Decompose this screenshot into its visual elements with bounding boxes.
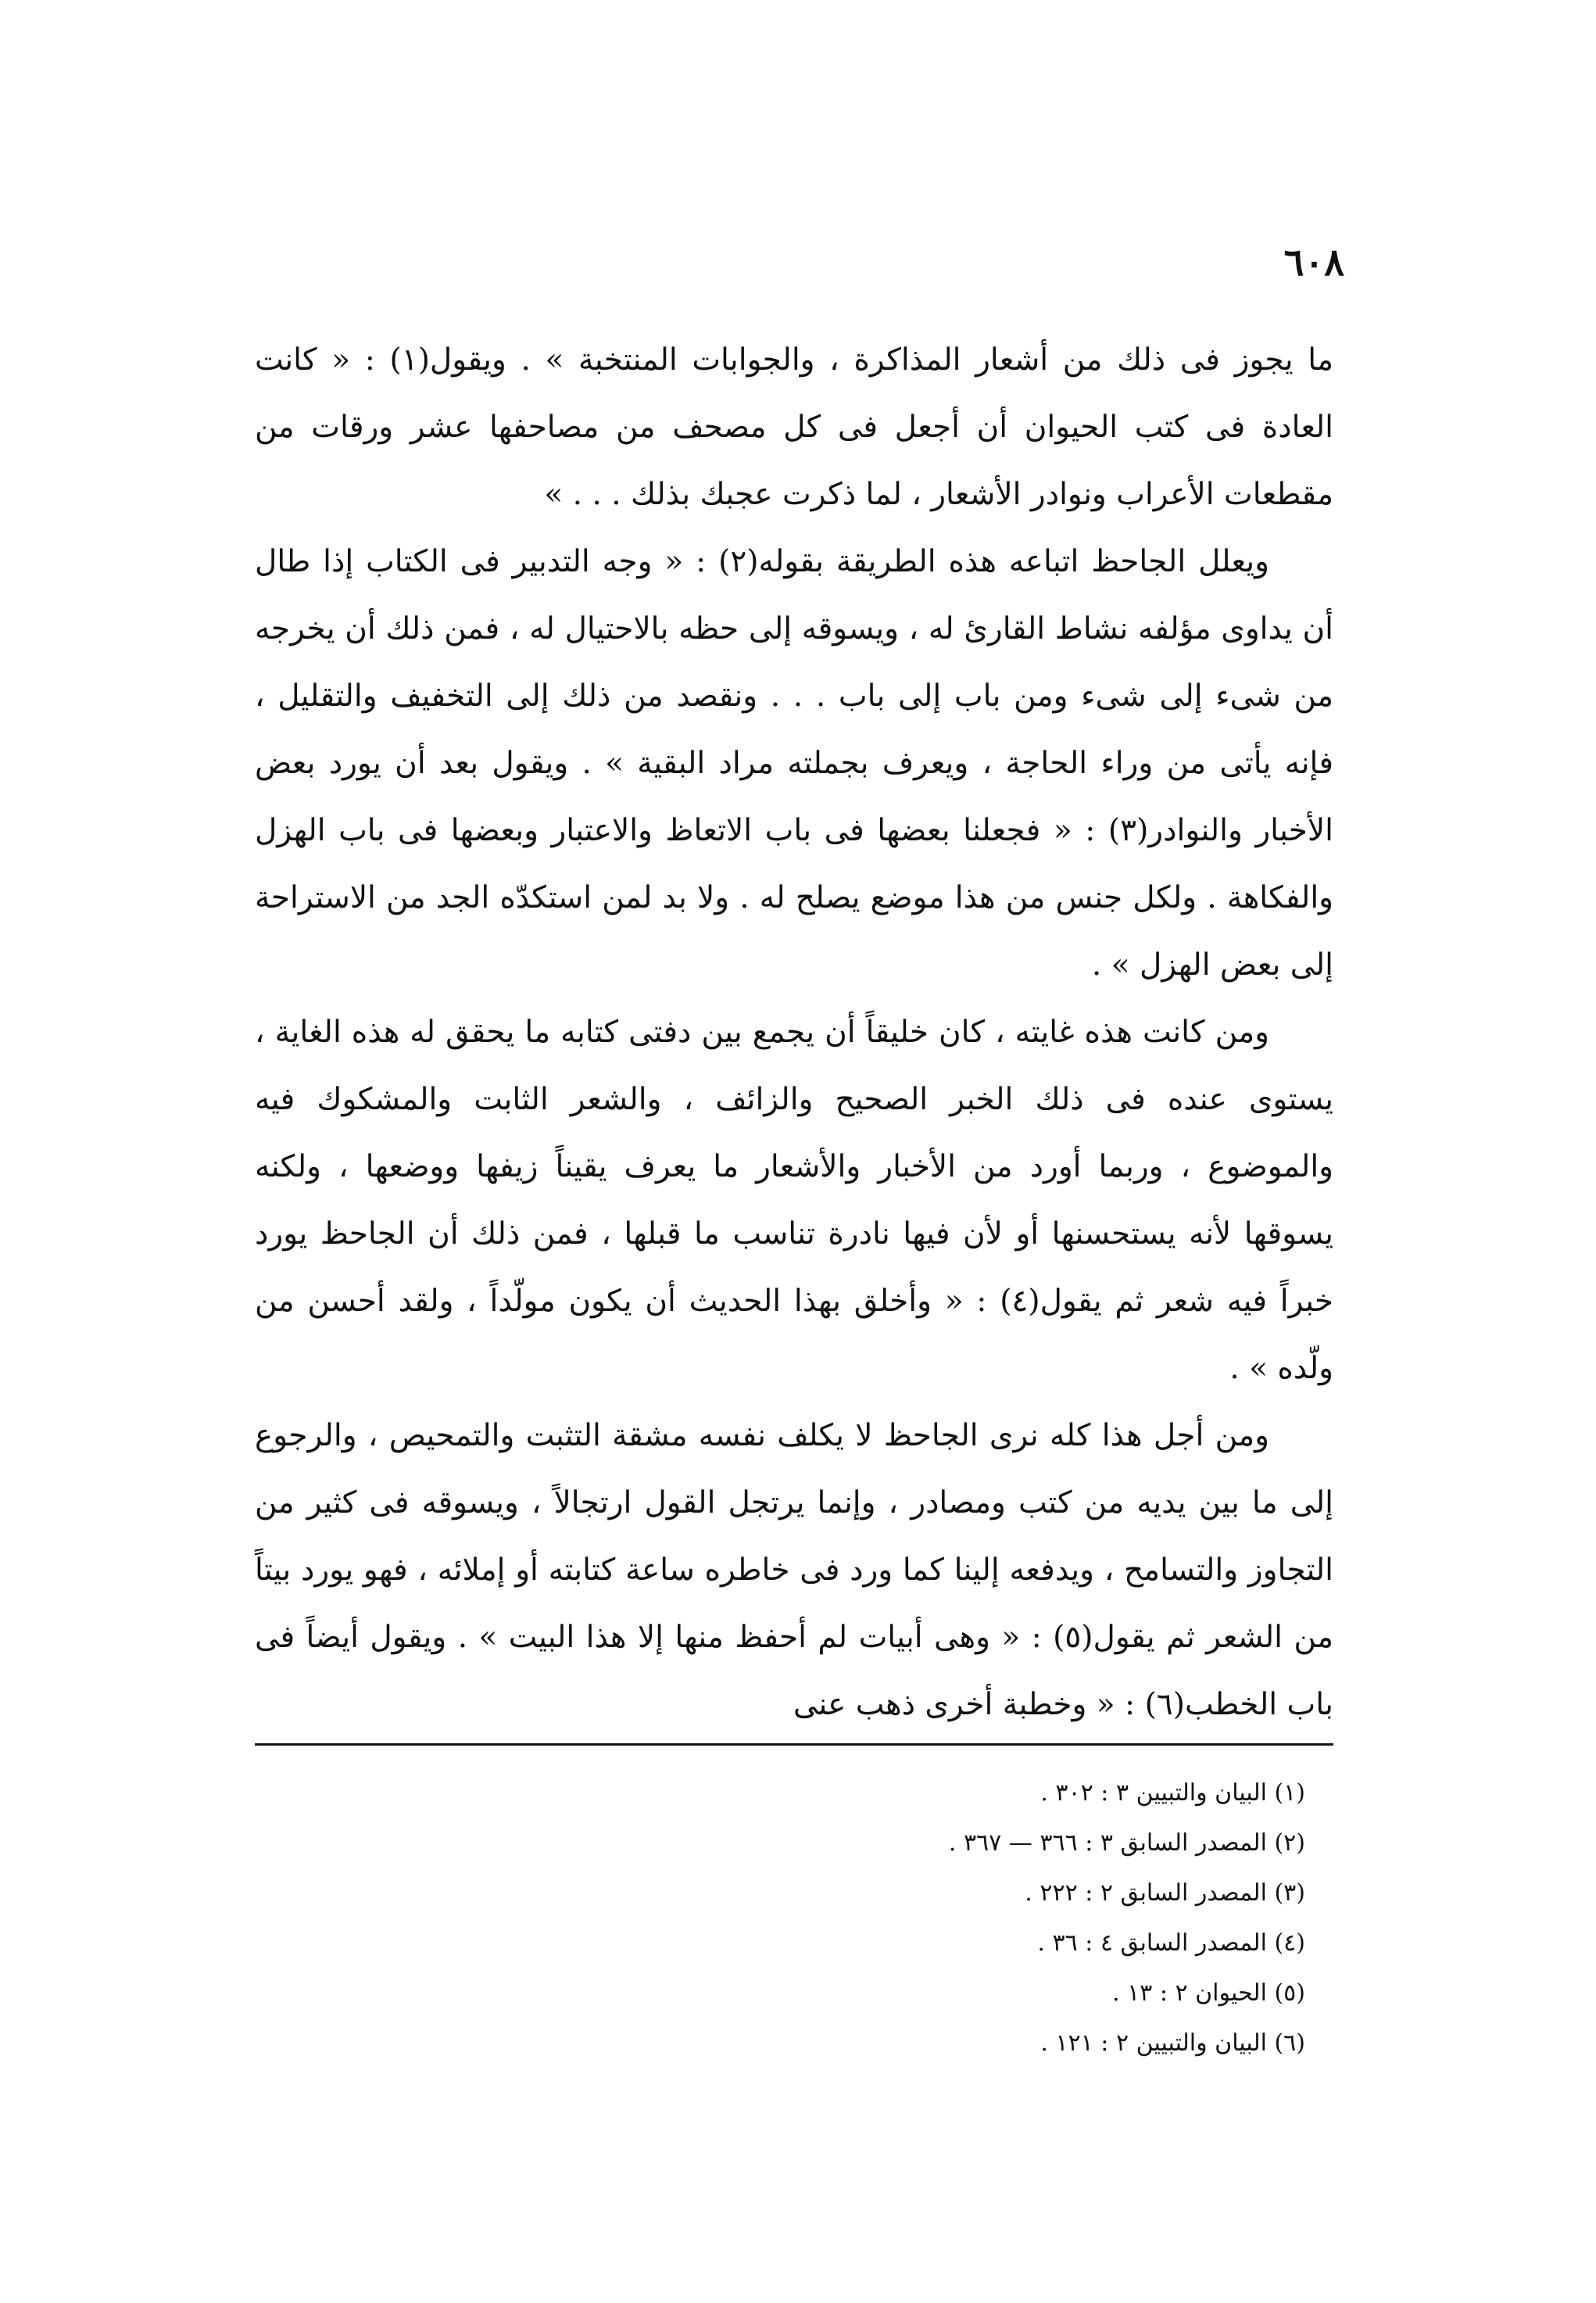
paragraph-2: ويعلل الجاحظ اتباعه هذه الطريقة بقوله(٢) : « وجه التدبير فى الكتاب إذا طال أن يداوى مؤلفه نشاط القارئ له ، ويسوقه إلى حظه بالاحتيال له ، فمن ذلك أن يخرجه من شىء إلى شىء ومن باب إلى باب . . . ونقصد من ذلك إلى التخفيف والتقليل ، فإنه يأتى من وراء الحاجة ، ويعرف بجملته مراد البقية » . ويقول بعد أن يورد بعض الأخبار والنوادر(٣) : « فجعلنا بعضها فى باب الاتعاظ والاعتبار وبعضها فى باب الهزل والفكاهة . ولكل جنس من هذا موضع يصلح له . ولا بد لمن استكدّه الجد من الاستراحة إلى بعض الهزل » . — [255, 544, 1333, 983]
footnote-6: (٦) البيان والتبيين ٢ : ١٢١ . — [1040, 2029, 1305, 2057]
paragraph-1: ما يجوز فى ذلك من أشعار المذاكرة ، والجوابات المنتخبة » . ويقول(١) : « كانت العادة فى كتب الحيوان أن أجعل فى كل مصحف من مصاحفها عشر ورقات من مقطعات الأعراب ونوادر الأشعار ، لما ذكرت عجبك بذلك . . . » — [255, 342, 1333, 512]
footnotes — [289, 1768, 1305, 2068]
footnote-4: (٤) المصدر السابق ٤ : ٣٦ . — [1037, 1929, 1305, 1957]
page-number: ٦٠٨ — [1283, 241, 1344, 285]
footnote-divider — [255, 1743, 1333, 1746]
paragraph-4: ومن أجل هذا كله نرى الجاحظ لا يكلف نفسه مشقة التثبت والتمحيص ، والرجوع إلى ما بين يديه من كتب ومصادر ، وإنما يرتجل القول ارتجالاً ، ويسوقه فى كثير من التجاوز والتسامح ، ويدفعه إلينا كما ورد فى خاطره ساعة كتابته أو إملائه ، فهو يورد بيتاً من الشعر ثم يقول(٥) : « وهى أبيات لم أحفظ منها إلا هذا البيت » . ويقول أيضاً فى باب الخطب(٦) : « وخطبة أخرى ذهب عنى — [255, 1418, 1333, 1722]
body-text — [255, 327, 1333, 1739]
footnote-1: (١) البيان والتبيين ٣ : ٣٠٢ . — [1040, 1779, 1305, 1807]
footnote-3: (٣) المصدر السابق ٢ : ٢٢٢ . — [1025, 1879, 1305, 1907]
footnote-5: (٥) الحيوان ٢ : ١٣ . — [1111, 1979, 1305, 2007]
footnote-2: (٢) المصدر السابق ٣ : ٣٦٦ — ٣٦٧ . — [948, 1829, 1305, 1857]
paragraph-3: ومن كانت هذه غايته ، كان خليقاً أن يجمع بين دفتى كتابه ما يحقق له هذه الغاية ، يستوى عنده فى ذلك الخبر الصحيح والزائف ، والشعر الثابت والمشكوك فيه والموضوع ، وربما أورد من الأخبار والأشعار ما يعرف يقيناً زيفها ووضعها ، ولكنه يسوقها لأنه يستحسنها أو لأن فيها نادرة تناسب ما قبلها ، فمن ذلك أن الجاحظ يورد خبراً فيه شعر ثم يقول(٤) : « وأخلق بهذا الحديث أن يكون مولّداً ، ولقد أحسن من ولّده » . — [255, 1015, 1333, 1386]
